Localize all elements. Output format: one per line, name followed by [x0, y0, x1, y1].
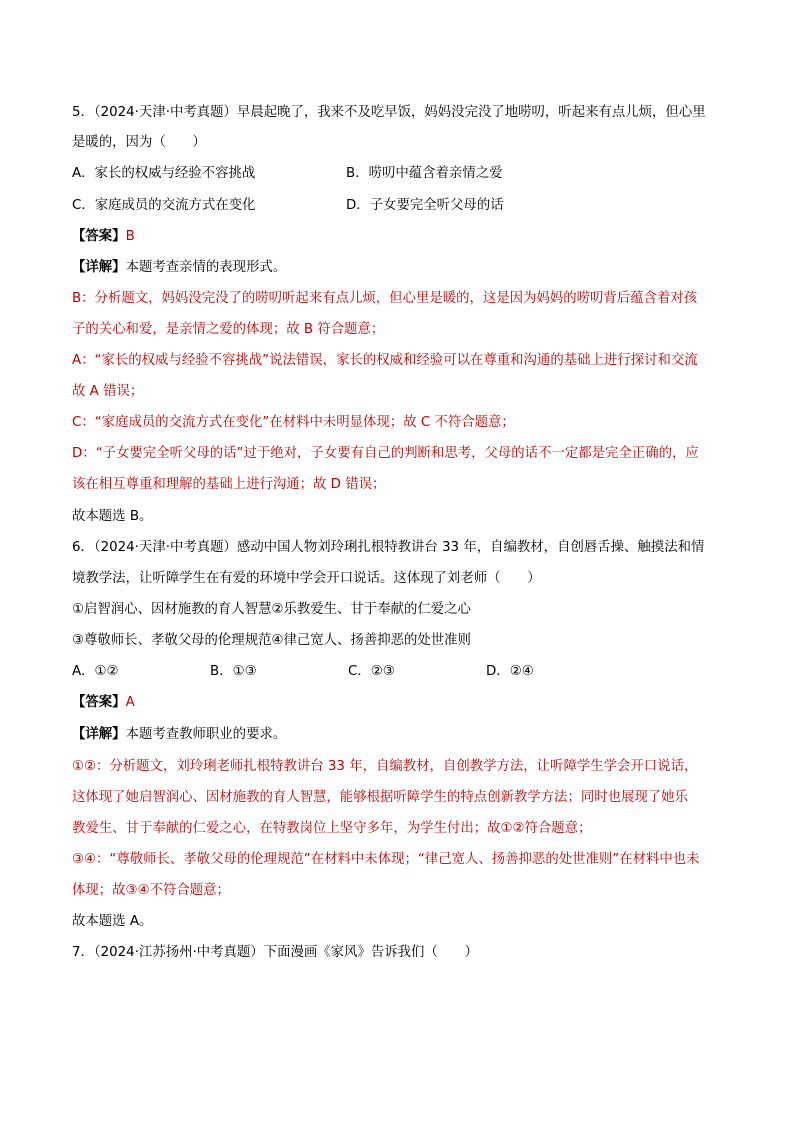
q6-option-d: D．②④ [486, 664, 534, 679]
q5-detail [72, 258, 734, 278]
q6-conclusion: 故本题选 A。 [72, 914, 153, 929]
q5-option-d: D．子女要完全听父母的话 [346, 198, 504, 213]
q6-explain-line1: ①②：分析题文，刘玲琍老师扎根特教讲台 33 年，自编教材，自创教学方法，让听障学生学会开口说话， [72, 759, 698, 774]
q5-explain-a-line2: 故 A 错误； [72, 384, 144, 399]
q6-answer-value: A [125, 695, 135, 710]
q6-option-b: B．①③ [210, 664, 257, 679]
q5-stem-line2: 是暖的，因为（ ） [72, 135, 206, 150]
q6-item-line1: ①启智润心、因材施教的育人智慧②乐教爱生、甘于奉献的仁爱之心 [72, 602, 471, 617]
q5-stem-line1: 5．（2024·天津·中考真题）早晨起晚了，我来不及吃早饭，妈妈没完没了地唠叨，听起来有点儿烦，但心里 [72, 105, 706, 120]
q5-explain-d-line1: D：“子女要完全听父母的话”过于绝对，子女要有自己的判断和思考，父母的话不一定都是完全正确的，应 [72, 446, 699, 461]
q6-stem-line1: 6．（2024·天津·中考真题）感动中国人物刘玲琍扎根特教讲台 33 年，自编教材，自创唇舌操、触摸法和情 [72, 540, 705, 555]
q5-explain-d-line2: 该在相互尊重和理解的基础上进行沟通；故 D 错误； [72, 477, 386, 492]
q5-option-b: B．唠叨中蕴含着亲情之爱 [346, 166, 503, 181]
q6-explain-line2: 这体现了她启智润心、因材施教的育人智慧，能够根据听障学生的特点创新教学方法；同时也展现了她乐 [72, 790, 688, 805]
q6-option-c: C．②③ [348, 664, 395, 679]
q6-detail [72, 725, 734, 745]
q5-detail-text: 本题考查亲情的表现形式。 [125, 260, 287, 275]
q6-item-line2: ③尊敬师长、孝敬父母的伦理规范④律己宽人、扬善抑恶的处世准则 [72, 633, 471, 648]
q5-explain-a-line1: A：“家长的权威与经验不容挑战”说法错误，家长的权威和经验可以在尊重和沟通的基础上进行探讨和交流 [72, 353, 698, 368]
q6-detail-tag: 【详解】 [72, 727, 126, 742]
q5-answer-value: B [125, 229, 135, 244]
q5-conclusion: 故本题选 B。 [72, 509, 153, 524]
q6-answer-tag: 【答案】 [72, 695, 126, 710]
q5-detail-tag: 【详解】 [72, 260, 126, 275]
q5-answer-tag: 【答案】 [72, 229, 126, 244]
q6-explain-line5: 体现；故③④不符合题意； [72, 883, 230, 898]
q5-option-c: C．家庭成员的交流方式在变化 [72, 198, 256, 213]
q5-explain-c: C：“家庭成员的交流方式在变化”在材料中未明显体现；故 C 不符合题意； [72, 415, 515, 430]
q6-explain-line4: ③④：“尊敬师长、孝敬父母的伦理规范”在材料中未体现；“律己宽人、扬善抑恶的处世准则”在材料中也未 [72, 852, 700, 867]
q6-explain-line3: 教爱生、甘于奉献的仁爱之心，在特教岗位上坚守多年，为学生付出；故①②符合题意； [72, 821, 592, 836]
q5-explain-b-line2: 子的关心和爱，是亲情之爱的体现；故 B 符合题意； [72, 322, 385, 337]
q6-answer [72, 693, 734, 713]
q5-explain-b-line1: B：分析题文，妈妈没完没了的唠叨听起来有点儿烦，但心里是暖的，这是因为妈妈的唠叨背后蕴含着对孩 [72, 291, 698, 306]
q6-detail-text: 本题考查教师职业的要求。 [125, 727, 287, 742]
q7-stem: 7．（2024·江苏扬州·中考真题）下面漫画《家风》告诉我们（ ） [72, 945, 478, 960]
q5-option-a: A．家长的权威与经验不容挑战 [72, 166, 256, 181]
q6-stem-line2: 境教学法，让听障学生在有爱的环境中学会开口说话。这体现了刘老师（ ） [72, 571, 541, 586]
q5-answer [72, 227, 734, 247]
q6-option-a: A．①② [72, 664, 119, 679]
